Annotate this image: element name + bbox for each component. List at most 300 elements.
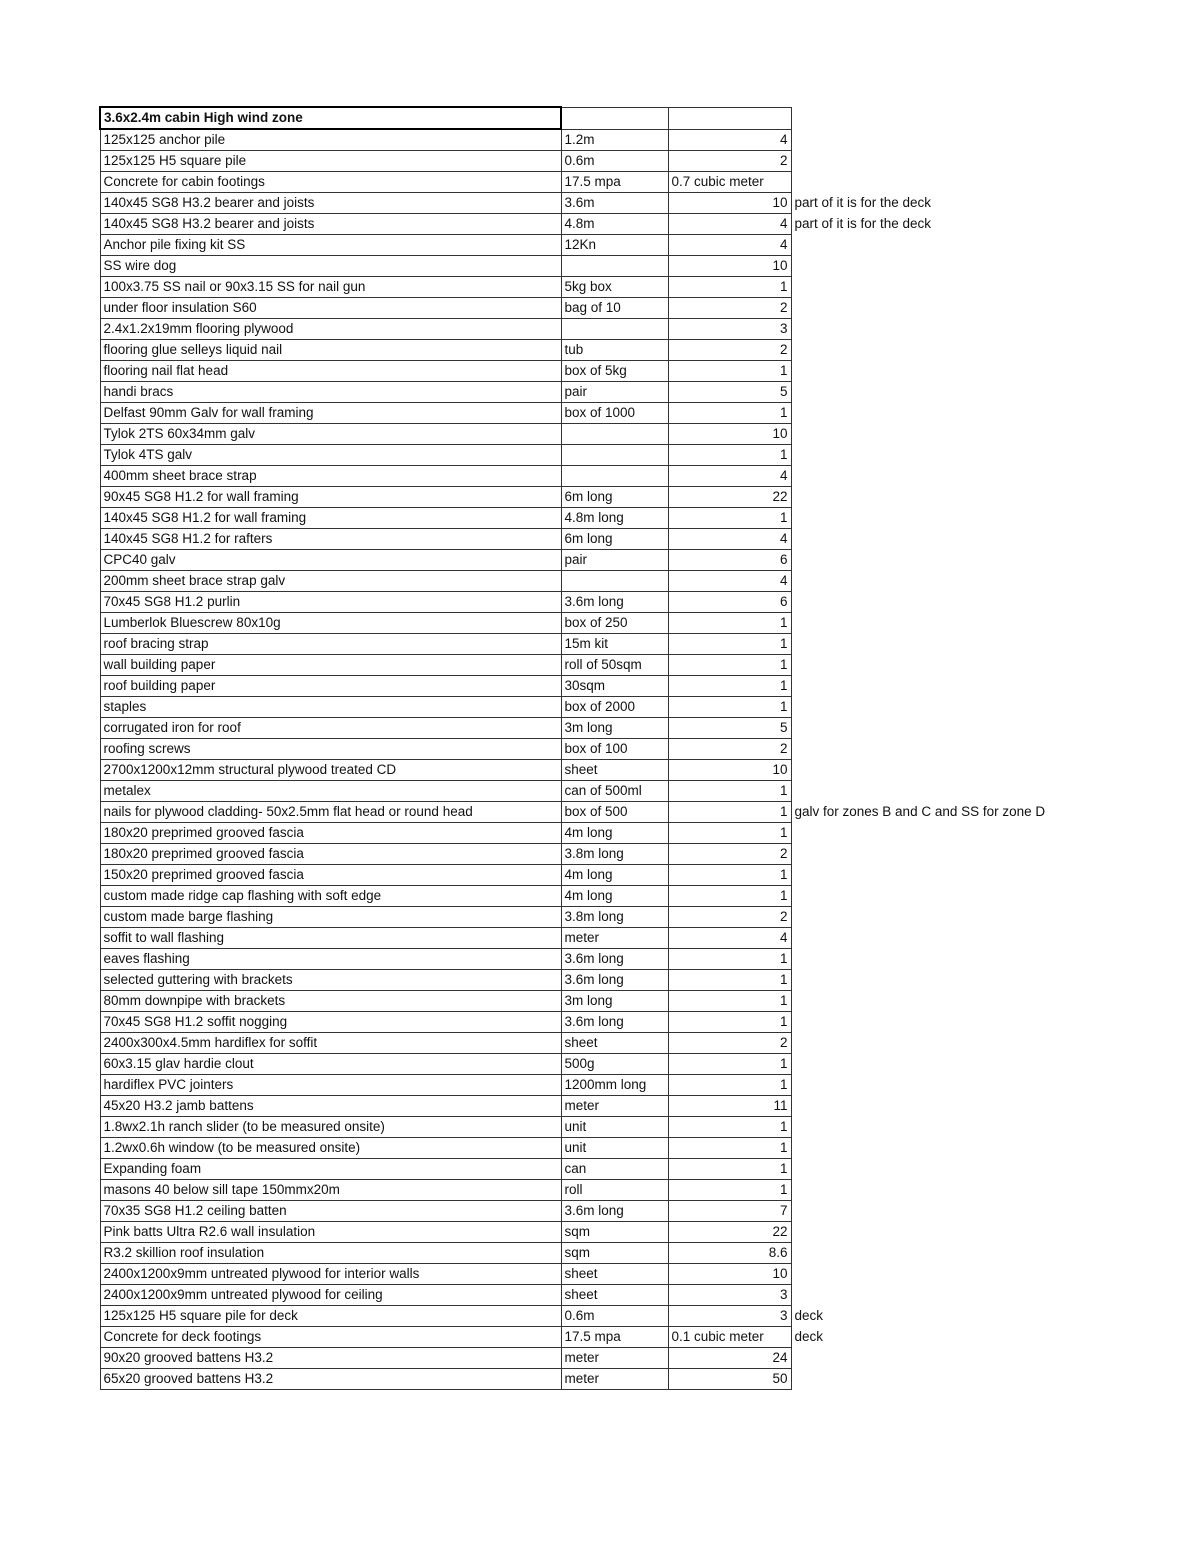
quantity-cell: 4 <box>668 466 791 487</box>
unit-cell: 15m kit <box>561 634 668 655</box>
unit-cell: meter <box>561 928 668 949</box>
note-cell <box>791 319 1091 340</box>
quantity-cell: 10 <box>668 760 791 781</box>
note-cell <box>791 634 1091 655</box>
unit-cell: 3.6m <box>561 193 668 214</box>
table-row <box>100 655 1091 676</box>
unit-cell: 3.6m long <box>561 1201 668 1222</box>
note-cell <box>791 1117 1091 1138</box>
item-cell: 400mm sheet brace strap <box>100 466 561 487</box>
table-row <box>100 445 1091 466</box>
quantity-cell: 1 <box>668 1054 791 1075</box>
unit-cell <box>561 256 668 277</box>
note-cell <box>791 991 1091 1012</box>
unit-cell: box of 2000 <box>561 697 668 718</box>
table-row <box>100 550 1091 571</box>
table-row <box>100 277 1091 298</box>
item-cell: 70x45 SG8 H1.2 soffit nogging <box>100 1012 561 1033</box>
table-row <box>100 319 1091 340</box>
item-cell: flooring nail flat head <box>100 361 561 382</box>
note-cell <box>791 487 1091 508</box>
table-row <box>100 487 1091 508</box>
unit-cell: sheet <box>561 1285 668 1306</box>
table-row <box>100 214 1091 235</box>
note-cell <box>791 739 1091 760</box>
note-cell <box>791 613 1091 634</box>
item-cell: roof building paper <box>100 676 561 697</box>
quantity-cell: 10 <box>668 256 791 277</box>
note-cell <box>791 1369 1091 1390</box>
item-cell: 125x125 anchor pile <box>100 129 561 151</box>
quantity-cell: 50 <box>668 1369 791 1390</box>
unit-cell: 3.6m long <box>561 949 668 970</box>
table-row <box>100 424 1091 445</box>
quantity-cell: 1 <box>668 886 791 907</box>
note-cell <box>791 1033 1091 1054</box>
note-cell <box>791 550 1091 571</box>
quantity-cell: 22 <box>668 1222 791 1243</box>
item-cell: 180x20 preprimed grooved fascia <box>100 823 561 844</box>
quantity-cell: 1 <box>668 634 791 655</box>
quantity-cell: 1 <box>668 970 791 991</box>
item-cell: 140x45 SG8 H1.2 for wall framing <box>100 508 561 529</box>
note-cell <box>791 298 1091 319</box>
note-cell <box>791 886 1091 907</box>
unit-cell <box>561 424 668 445</box>
item-cell: Pink batts Ultra R2.6 wall insulation <box>100 1222 561 1243</box>
table-row <box>100 382 1091 403</box>
unit-cell: 30sqm <box>561 676 668 697</box>
unit-cell: box of 100 <box>561 739 668 760</box>
table-row <box>100 571 1091 592</box>
item-cell: 2400x300x4.5mm hardiflex for soffit <box>100 1033 561 1054</box>
quantity-cell: 3 <box>668 1306 791 1327</box>
note-cell <box>791 697 1091 718</box>
quantity-cell: 7 <box>668 1201 791 1222</box>
table-row <box>100 634 1091 655</box>
item-cell: roofing screws <box>100 739 561 760</box>
note-cell <box>791 718 1091 739</box>
note-cell <box>791 1054 1091 1075</box>
item-cell: SS wire dog <box>100 256 561 277</box>
note-cell <box>791 424 1091 445</box>
item-cell: 1.8wx2.1h ranch slider (to be measured onsite) <box>100 1117 561 1138</box>
unit-cell <box>561 319 668 340</box>
item-cell: flooring glue selleys liquid nail <box>100 340 561 361</box>
quantity-cell: 10 <box>668 193 791 214</box>
item-cell: Expanding foam <box>100 1159 561 1180</box>
note-cell <box>791 151 1091 172</box>
quantity-cell: 1 <box>668 676 791 697</box>
item-cell: staples <box>100 697 561 718</box>
item-cell: Concrete for deck footings <box>100 1327 561 1348</box>
quantity-cell: 1 <box>668 655 791 676</box>
item-cell: 70x35 SG8 H1.2 ceiling batten <box>100 1201 561 1222</box>
note-cell: deck <box>794 1308 824 1323</box>
item-cell: 125x125 H5 square pile for deck <box>100 1306 561 1327</box>
quantity-cell: 1 <box>668 949 791 970</box>
quantity-cell: 4 <box>668 129 791 151</box>
note-cell: galv for zones B and C and SS for zone D <box>794 804 1046 819</box>
quantity-cell: 3 <box>668 1285 791 1306</box>
unit-cell: tub <box>561 340 668 361</box>
quantity-cell: 5 <box>668 382 791 403</box>
quantity-cell: 2 <box>668 844 791 865</box>
note-cell <box>791 256 1091 277</box>
unit-cell: 17.5 mpa <box>561 1327 668 1348</box>
quantity-cell: 1 <box>668 697 791 718</box>
table-row <box>100 718 1091 739</box>
quantity-cell: 11 <box>668 1096 791 1117</box>
table-row <box>100 928 1091 949</box>
note-cell <box>791 1075 1091 1096</box>
quantity-cell: 1 <box>668 781 791 802</box>
note-cell <box>791 865 1091 886</box>
item-cell: Lumberlok Bluescrew 80x10g <box>100 613 561 634</box>
note-cell <box>791 466 1091 487</box>
quantity-cell: 1 <box>668 991 791 1012</box>
table-row <box>100 508 1091 529</box>
item-cell: metalex <box>100 781 561 802</box>
item-cell: 1.2wx0.6h window (to be measured onsite) <box>100 1138 561 1159</box>
table-row <box>100 991 1091 1012</box>
unit-cell: unit <box>561 1138 668 1159</box>
table-row <box>100 1348 1091 1369</box>
item-cell: handi bracs <box>100 382 561 403</box>
unit-cell: roll of 50sqm <box>561 655 668 676</box>
table-row <box>100 466 1091 487</box>
table-row <box>100 1138 1091 1159</box>
note-cell <box>791 760 1091 781</box>
quantity-cell: 24 <box>668 1348 791 1369</box>
table-row <box>100 676 1091 697</box>
note-cell <box>791 361 1091 382</box>
unit-cell: 1.2m <box>561 129 668 151</box>
note-cell <box>791 529 1091 550</box>
quantity-cell: 2 <box>668 907 791 928</box>
note-cell <box>791 1180 1091 1201</box>
quantity-cell: 1 <box>668 1117 791 1138</box>
item-cell: 65x20 grooved battens H3.2 <box>100 1369 561 1390</box>
title-row-empty-cell <box>561 107 668 129</box>
unit-cell: 17.5 mpa <box>561 172 668 193</box>
unit-cell: 3m long <box>561 991 668 1012</box>
unit-cell: meter <box>561 1096 668 1117</box>
note-cell: part of it is for the deck <box>794 216 932 231</box>
note-cell <box>791 1159 1091 1180</box>
unit-cell: 3.8m long <box>561 907 668 928</box>
materials-table <box>99 106 1092 1390</box>
item-cell: wall building paper <box>100 655 561 676</box>
note-cell <box>791 277 1091 298</box>
quantity-cell: 0.1 cubic meter <box>668 1327 791 1348</box>
note-cell <box>791 571 1091 592</box>
note-cell <box>791 592 1091 613</box>
table-row <box>100 129 1091 151</box>
quantity-cell: 2 <box>668 298 791 319</box>
table-row <box>100 781 1091 802</box>
unit-cell: unit <box>561 1117 668 1138</box>
unit-cell: box of 1000 <box>561 403 668 424</box>
table-row <box>100 361 1091 382</box>
note-cell: deck <box>794 1329 824 1344</box>
item-cell: under floor insulation S60 <box>100 298 561 319</box>
note-cell <box>791 382 1091 403</box>
item-cell: corrugated iron for roof <box>100 718 561 739</box>
item-cell: 2400x1200x9mm untreated plywood for ceiling <box>100 1285 561 1306</box>
item-cell: 45x20 H3.2 jamb battens <box>100 1096 561 1117</box>
item-cell: roof bracing strap <box>100 634 561 655</box>
note-cell <box>791 844 1091 865</box>
table-row <box>100 1117 1091 1138</box>
table-row <box>100 949 1091 970</box>
table-row <box>100 403 1091 424</box>
item-cell: 90x45 SG8 H1.2 for wall framing <box>100 487 561 508</box>
quantity-cell: 8.6 <box>668 1243 791 1264</box>
table-row <box>100 1180 1091 1201</box>
unit-cell: 4.8m <box>561 214 668 235</box>
item-cell: 200mm sheet brace strap galv <box>100 571 561 592</box>
note-cell <box>791 172 1091 193</box>
item-cell: 70x45 SG8 H1.2 purlin <box>100 592 561 613</box>
quantity-cell: 4 <box>668 928 791 949</box>
item-cell: 90x20 grooved battens H3.2 <box>100 1348 561 1369</box>
table-row <box>100 151 1091 172</box>
table-row <box>100 1201 1091 1222</box>
unit-cell: can <box>561 1159 668 1180</box>
unit-cell <box>561 571 668 592</box>
unit-cell: sheet <box>561 760 668 781</box>
quantity-cell: 0.7 cubic meter <box>668 172 791 193</box>
quantity-cell: 2 <box>668 151 791 172</box>
item-cell: 100x3.75 SS nail or 90x3.15 SS for nail gun <box>100 277 561 298</box>
unit-cell: 4m long <box>561 865 668 886</box>
item-cell: hardiflex PVC jointers <box>100 1075 561 1096</box>
unit-cell: 500g <box>561 1054 668 1075</box>
note-cell <box>791 1222 1091 1243</box>
unit-cell: 4.8m long <box>561 508 668 529</box>
note-cell <box>791 928 1091 949</box>
item-cell: Delfast 90mm Galv for wall framing <box>100 403 561 424</box>
table-row <box>100 340 1091 361</box>
unit-cell: 4m long <box>561 823 668 844</box>
table-row <box>100 865 1091 886</box>
unit-cell: 3.8m long <box>561 844 668 865</box>
note-cell <box>791 1348 1091 1369</box>
unit-cell: pair <box>561 382 668 403</box>
note-cell <box>791 403 1091 424</box>
quantity-cell: 10 <box>668 424 791 445</box>
quantity-cell: 1 <box>668 613 791 634</box>
table-row <box>100 739 1091 760</box>
note-cell <box>791 508 1091 529</box>
item-cell: Anchor pile fixing kit SS <box>100 235 561 256</box>
quantity-cell: 1 <box>668 802 791 823</box>
unit-cell: sheet <box>561 1033 668 1054</box>
unit-cell: meter <box>561 1348 668 1369</box>
item-cell: CPC40 galv <box>100 550 561 571</box>
title-row-empty-cell <box>791 107 1091 129</box>
note-cell <box>791 1285 1091 1306</box>
item-cell: custom made ridge cap flashing with soft edge <box>100 886 561 907</box>
note-cell: part of it is for the deck <box>794 195 932 210</box>
note-cell <box>791 1201 1091 1222</box>
note-cell <box>791 340 1091 361</box>
quantity-cell: 1 <box>668 1012 791 1033</box>
quantity-cell: 4 <box>668 235 791 256</box>
note-cell <box>791 445 1091 466</box>
unit-cell: 6m long <box>561 487 668 508</box>
table-row <box>100 970 1091 991</box>
unit-cell: sheet <box>561 1264 668 1285</box>
note-cell <box>791 970 1091 991</box>
materials-table-body <box>100 107 1091 1390</box>
note-cell <box>791 1138 1091 1159</box>
quantity-cell: 1 <box>668 508 791 529</box>
table-row <box>100 1222 1091 1243</box>
table-row <box>100 802 1091 823</box>
quantity-cell: 3 <box>668 319 791 340</box>
unit-cell: box of 5kg <box>561 361 668 382</box>
item-cell: 2.4x1.2x19mm flooring plywood <box>100 319 561 340</box>
table-row <box>100 886 1091 907</box>
unit-cell: sqm <box>561 1243 668 1264</box>
quantity-cell: 5 <box>668 718 791 739</box>
quantity-cell: 4 <box>668 529 791 550</box>
note-cell <box>791 823 1091 844</box>
quantity-cell: 1 <box>668 277 791 298</box>
table-row <box>100 613 1091 634</box>
quantity-cell: 1 <box>668 823 791 844</box>
quantity-cell: 2 <box>668 1033 791 1054</box>
table-row <box>100 592 1091 613</box>
note-cell <box>791 676 1091 697</box>
item-cell: Tylok 2TS 60x34mm galv <box>100 424 561 445</box>
table-row <box>100 1054 1091 1075</box>
table-row <box>100 697 1091 718</box>
table-row <box>100 907 1091 928</box>
table-row <box>100 172 1091 193</box>
item-cell: 125x125 H5 square pile <box>100 151 561 172</box>
unit-cell: sqm <box>561 1222 668 1243</box>
quantity-cell: 1 <box>668 1138 791 1159</box>
unit-cell: can of 500ml <box>561 781 668 802</box>
table-row <box>100 1012 1091 1033</box>
table-row <box>100 1096 1091 1117</box>
unit-cell <box>561 466 668 487</box>
item-cell: 60x3.15 glav hardie clout <box>100 1054 561 1075</box>
item-cell: selected guttering with brackets <box>100 970 561 991</box>
table-row <box>100 529 1091 550</box>
unit-cell: roll <box>561 1180 668 1201</box>
quantity-cell: 1 <box>668 445 791 466</box>
table-row <box>100 256 1091 277</box>
note-cell <box>791 907 1091 928</box>
table-row <box>100 1306 1091 1327</box>
quantity-cell: 1 <box>668 1180 791 1201</box>
quantity-cell: 1 <box>668 865 791 886</box>
table-row <box>100 235 1091 256</box>
note-cell <box>791 235 1091 256</box>
table-row <box>100 298 1091 319</box>
title-row-empty-cell <box>668 107 791 129</box>
table-row <box>100 1159 1091 1180</box>
unit-cell: 5kg box <box>561 277 668 298</box>
quantity-cell: 6 <box>668 550 791 571</box>
item-cell: Tylok 4TS galv <box>100 445 561 466</box>
quantity-cell: 4 <box>668 571 791 592</box>
unit-cell: 3.6m long <box>561 970 668 991</box>
table-row <box>100 1327 1091 1348</box>
item-cell: eaves flashing <box>100 949 561 970</box>
item-cell: custom made barge flashing <box>100 907 561 928</box>
item-cell: Concrete for cabin footings <box>100 172 561 193</box>
item-cell: R3.2 skillion roof insulation <box>100 1243 561 1264</box>
item-cell: 2400x1200x9mm untreated plywood for interior walls <box>100 1264 561 1285</box>
table-row <box>100 193 1091 214</box>
quantity-cell: 1 <box>668 1075 791 1096</box>
unit-cell: 0.6m <box>561 151 668 172</box>
table-row <box>100 844 1091 865</box>
quantity-cell: 1 <box>668 403 791 424</box>
table-title: 3.6x2.4m cabin High wind zone <box>100 107 561 129</box>
quantity-cell: 2 <box>668 340 791 361</box>
quantity-cell: 1 <box>668 1159 791 1180</box>
item-cell: nails for plywood cladding- 50x2.5mm flat head or round head <box>100 802 561 823</box>
unit-cell: meter <box>561 1369 668 1390</box>
table-row <box>100 1033 1091 1054</box>
unit-cell: 3m long <box>561 718 668 739</box>
note-cell <box>791 1012 1091 1033</box>
unit-cell: 6m long <box>561 529 668 550</box>
note-cell <box>791 1243 1091 1264</box>
quantity-cell: 22 <box>668 487 791 508</box>
note-cell <box>791 129 1091 151</box>
unit-cell: 12Kn <box>561 235 668 256</box>
item-cell: 150x20 preprimed grooved fascia <box>100 865 561 886</box>
table-row <box>100 1243 1091 1264</box>
quantity-cell: 4 <box>668 214 791 235</box>
table-row <box>100 1369 1091 1390</box>
unit-cell: box of 500 <box>561 802 668 823</box>
unit-cell: 4m long <box>561 886 668 907</box>
unit-cell: 3.6m long <box>561 1012 668 1033</box>
table-row <box>100 823 1091 844</box>
quantity-cell: 6 <box>668 592 791 613</box>
unit-cell: bag of 10 <box>561 298 668 319</box>
item-cell: 140x45 SG8 H3.2 bearer and joists <box>100 193 561 214</box>
unit-cell: 3.6m long <box>561 592 668 613</box>
table-row <box>100 1285 1091 1306</box>
unit-cell: 1200mm long <box>561 1075 668 1096</box>
table-row <box>100 1075 1091 1096</box>
quantity-cell: 1 <box>668 361 791 382</box>
note-cell <box>791 949 1091 970</box>
unit-cell: 0.6m <box>561 1306 668 1327</box>
note-cell <box>791 1264 1091 1285</box>
unit-cell: box of 250 <box>561 613 668 634</box>
item-cell: 180x20 preprimed grooved fascia <box>100 844 561 865</box>
item-cell: 2700x1200x12mm structural plywood treated CD <box>100 760 561 781</box>
note-cell <box>791 1096 1091 1117</box>
table-row <box>100 1264 1091 1285</box>
item-cell: masons 40 below sill tape 150mmx20m <box>100 1180 561 1201</box>
item-cell: soffit to wall flashing <box>100 928 561 949</box>
item-cell: 140x45 SG8 H3.2 bearer and joists <box>100 214 561 235</box>
note-cell <box>791 655 1091 676</box>
table-row <box>100 760 1091 781</box>
unit-cell: pair <box>561 550 668 571</box>
